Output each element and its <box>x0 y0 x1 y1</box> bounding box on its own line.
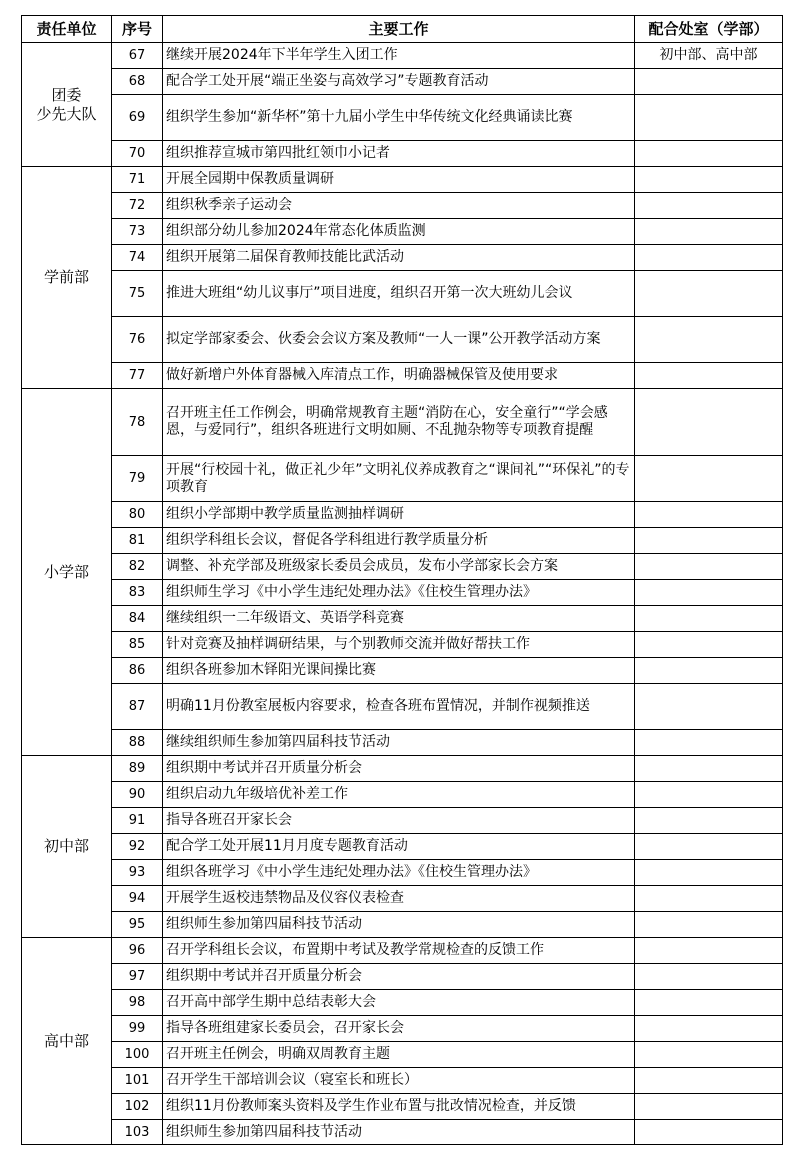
main-work-cell: 组织推荐宣城市第四批红领巾小记者 <box>163 141 635 167</box>
cooperating-dept-cell <box>635 990 783 1016</box>
table-row <box>22 580 783 606</box>
table-row <box>22 912 783 938</box>
row-number-cell: 81 <box>112 528 163 554</box>
cooperating-dept-cell <box>635 756 783 782</box>
main-work-cell: 针对竞赛及抽样调研结果，与个别教师交流并做好帮扶工作 <box>163 632 635 658</box>
row-number-cell: 99 <box>112 1016 163 1042</box>
row-number-cell: 67 <box>112 43 163 69</box>
table-row <box>22 389 783 456</box>
cooperating-dept-cell <box>635 1042 783 1068</box>
row-number-cell: 100 <box>112 1042 163 1068</box>
main-work-cell: 配合学工处开展11月月度专题教育活动 <box>163 834 635 860</box>
main-work-cell: 继续开展2024年下半年学生入团工作 <box>163 43 635 69</box>
table-row <box>22 167 783 193</box>
row-number-cell: 92 <box>112 834 163 860</box>
cooperating-dept-cell <box>635 167 783 193</box>
table-row <box>22 1016 783 1042</box>
table-row <box>22 456 783 502</box>
row-number-cell: 102 <box>112 1094 163 1120</box>
cooperating-dept-cell <box>635 782 783 808</box>
cooperating-dept-cell <box>635 606 783 632</box>
main-work-cell: 组织学生参加“新华杯”第十九届小学生中华传统文化经典诵读比赛 <box>163 95 635 141</box>
main-work-cell: 组织部分幼儿参加2024年常态化体质监测 <box>163 219 635 245</box>
row-number-cell: 70 <box>112 141 163 167</box>
table-row <box>22 938 783 964</box>
main-work-cell: 开展学生返校违禁物品及仪容仪表检查 <box>163 886 635 912</box>
main-work-cell: 召开班主任工作例会，明确常规教育主题“消防在心，安全童行”“学会感恩，与爱同行”，组织各班进行文明如厕、不乱抛杂物等专项教育提醒 <box>163 389 635 456</box>
cooperating-dept-cell <box>635 730 783 756</box>
table-row <box>22 834 783 860</box>
cooperating-dept-cell <box>635 141 783 167</box>
table-row <box>22 782 783 808</box>
cooperating-dept-cell <box>635 456 783 502</box>
table-row <box>22 808 783 834</box>
main-work-cell: 组织各班学习《中小学生违纪处理办法》《住校生管理办法》 <box>163 860 635 886</box>
table-row <box>22 730 783 756</box>
cooperating-dept-cell <box>635 317 783 363</box>
table-row <box>22 990 783 1016</box>
main-work-cell: 配合学工处开展“端正坐姿与高效学习”专题教育活动 <box>163 69 635 95</box>
main-work-cell: 推进大班组“幼儿议事厅”项目进度，组织召开第一次大班幼儿会议 <box>163 271 635 317</box>
row-number-cell: 82 <box>112 554 163 580</box>
responsible-unit-cell <box>22 756 112 938</box>
table-row <box>22 658 783 684</box>
row-number-cell: 98 <box>112 990 163 1016</box>
main-work-cell: 开展“行校园十礼，做正礼少年”文明礼仪养成教育之“课间礼”“环保礼”的专项教育 <box>163 456 635 502</box>
main-work-cell: 拟定学部家委会、伙委会会议方案及教师“一人一课”公开教学活动方案 <box>163 317 635 363</box>
responsible-unit-cell <box>22 43 112 167</box>
table-row <box>22 1042 783 1068</box>
table-row <box>22 219 783 245</box>
cooperating-dept-cell <box>635 271 783 317</box>
table-body <box>22 43 783 1145</box>
cooperating-dept-cell <box>635 528 783 554</box>
table-row <box>22 193 783 219</box>
cooperating-dept-cell <box>635 860 783 886</box>
table-row <box>22 69 783 95</box>
table-row <box>22 860 783 886</box>
table-row <box>22 554 783 580</box>
cooperating-dept-cell <box>635 219 783 245</box>
main-work-cell: 组织秋季亲子运动会 <box>163 193 635 219</box>
main-work-cell: 组织11月份教师案头资料及学生作业布置与批改情况检查，并反馈 <box>163 1094 635 1120</box>
table-row <box>22 886 783 912</box>
main-work-cell: 组织开展第二届保育教师技能比武活动 <box>163 245 635 271</box>
main-work-cell: 组织期中考试并召开质量分析会 <box>163 756 635 782</box>
main-work-cell: 组织启动九年级培优补差工作 <box>163 782 635 808</box>
row-number-cell: 78 <box>112 389 163 456</box>
main-work-cell: 组织师生参加第四届科技节活动 <box>163 912 635 938</box>
row-number-cell: 74 <box>112 245 163 271</box>
row-number-cell: 77 <box>112 363 163 389</box>
row-number-cell: 72 <box>112 193 163 219</box>
responsible-unit-cell <box>22 389 112 756</box>
row-number-cell: 80 <box>112 502 163 528</box>
table-row <box>22 756 783 782</box>
row-number-cell: 86 <box>112 658 163 684</box>
responsible-unit-line: 高中部 <box>43 1031 89 1050</box>
cooperating-dept-cell <box>635 964 783 990</box>
cooperating-dept-cell <box>635 580 783 606</box>
table-row <box>22 1068 783 1094</box>
table-row <box>22 1094 783 1120</box>
main-work-cell: 组织师生参加第四届科技节活动 <box>163 1120 635 1145</box>
row-number-cell: 89 <box>112 756 163 782</box>
main-work-cell: 指导各班召开家长会 <box>163 808 635 834</box>
main-work-cell: 继续组织师生参加第四届科技节活动 <box>163 730 635 756</box>
responsible-unit-line: 小学部 <box>43 562 89 581</box>
responsible-unit-line: 学前部 <box>43 268 89 286</box>
responsible-unit-cell <box>22 938 112 1145</box>
main-work-cell: 继续组织一二年级语文、英语学科竞赛 <box>163 606 635 632</box>
row-number-cell: 73 <box>112 219 163 245</box>
row-number-cell: 69 <box>112 95 163 141</box>
cooperating-dept-cell <box>635 1120 783 1145</box>
work-plan-table <box>21 15 783 1145</box>
table-row <box>22 1120 783 1145</box>
table-row <box>22 245 783 271</box>
table-row <box>22 141 783 167</box>
main-work-cell: 组织师生学习《中小学生违纪处理办法》《住校生管理办法》 <box>163 580 635 606</box>
cooperating-dept-cell <box>635 69 783 95</box>
cooperating-dept-cell <box>635 95 783 141</box>
cooperating-dept-cell: 初中部、高中部 <box>635 43 783 69</box>
row-number-cell: 79 <box>112 456 163 502</box>
cooperating-dept-cell <box>635 245 783 271</box>
header-unit: 责任单位 <box>22 16 112 43</box>
row-number-cell: 88 <box>112 730 163 756</box>
cooperating-dept-cell <box>635 363 783 389</box>
responsible-unit-cell <box>22 167 112 389</box>
responsible-unit-line: 初中部 <box>43 837 89 855</box>
main-work-cell: 组织小学部期中教学质量监测抽样调研 <box>163 502 635 528</box>
row-number-cell: 87 <box>112 684 163 730</box>
row-number-cell: 84 <box>112 606 163 632</box>
row-number-cell: 90 <box>112 782 163 808</box>
table-row <box>22 95 783 141</box>
row-number-cell: 103 <box>112 1120 163 1145</box>
main-work-cell: 召开高中部学生期中总结表彰大会 <box>163 990 635 1016</box>
main-work-cell: 召开学科组长会议，布置期中考试及教学常规检查的反馈工作 <box>163 938 635 964</box>
main-work-cell: 开展全园期中保教质量调研 <box>163 167 635 193</box>
cooperating-dept-cell <box>635 658 783 684</box>
main-work-cell: 召开学生干部培训会议（寝室长和班长） <box>163 1068 635 1094</box>
cooperating-dept-cell <box>635 193 783 219</box>
row-number-cell: 96 <box>112 938 163 964</box>
responsible-unit-line: 少先大队 <box>36 104 97 123</box>
cooperating-dept-cell <box>635 1094 783 1120</box>
table-row <box>22 964 783 990</box>
table-row <box>22 363 783 389</box>
main-work-cell: 明确11月份教室展板内容要求，检查各班布置情况，并制作视频推送 <box>163 684 635 730</box>
table-row <box>22 632 783 658</box>
main-work-cell: 召开班主任例会，明确双周教育主题 <box>163 1042 635 1068</box>
row-number-cell: 71 <box>112 167 163 193</box>
cooperating-dept-cell <box>635 834 783 860</box>
main-work-cell: 调整、补充学部及班级家长委员会成员，发布小学部家长会方案 <box>163 554 635 580</box>
cooperating-dept-cell <box>635 886 783 912</box>
cooperating-dept-cell <box>635 389 783 456</box>
table-row <box>22 43 783 69</box>
row-number-cell: 101 <box>112 1068 163 1094</box>
main-work-cell: 做好新增户外体育器械入库清点工作，明确器械保管及使用要求 <box>163 363 635 389</box>
row-number-cell: 94 <box>112 886 163 912</box>
table-row <box>22 317 783 363</box>
row-number-cell: 91 <box>112 808 163 834</box>
row-number-cell: 95 <box>112 912 163 938</box>
main-work-cell: 组织期中考试并召开质量分析会 <box>163 964 635 990</box>
cooperating-dept-cell <box>635 912 783 938</box>
row-number-cell: 75 <box>112 271 163 317</box>
responsible-unit-line: 团委 <box>51 85 82 104</box>
main-work-cell: 组织学科组长会议，督促各学科组进行教学质量分析 <box>163 528 635 554</box>
cooperating-dept-cell <box>635 684 783 730</box>
cooperating-dept-cell <box>635 502 783 528</box>
row-number-cell: 83 <box>112 580 163 606</box>
cooperating-dept-cell <box>635 554 783 580</box>
table-row <box>22 502 783 528</box>
header-row <box>22 16 783 43</box>
header-dept: 配合处室（学部） <box>635 16 783 43</box>
table-row <box>22 606 783 632</box>
cooperating-dept-cell <box>635 808 783 834</box>
table-row <box>22 528 783 554</box>
cooperating-dept-cell <box>635 938 783 964</box>
row-number-cell: 76 <box>112 317 163 363</box>
main-work-cell: 指导各班组建家长委员会，召开家长会 <box>163 1016 635 1042</box>
row-number-cell: 68 <box>112 69 163 95</box>
header-num: 序号 <box>112 16 163 43</box>
table-row <box>22 271 783 317</box>
main-work-cell: 组织各班参加木铎阳光课间操比赛 <box>163 658 635 684</box>
row-number-cell: 93 <box>112 860 163 886</box>
cooperating-dept-cell <box>635 1016 783 1042</box>
table-row <box>22 684 783 730</box>
row-number-cell: 97 <box>112 964 163 990</box>
cooperating-dept-cell <box>635 1068 783 1094</box>
header-work: 主要工作 <box>163 16 635 43</box>
cooperating-dept-cell <box>635 632 783 658</box>
row-number-cell: 85 <box>112 632 163 658</box>
